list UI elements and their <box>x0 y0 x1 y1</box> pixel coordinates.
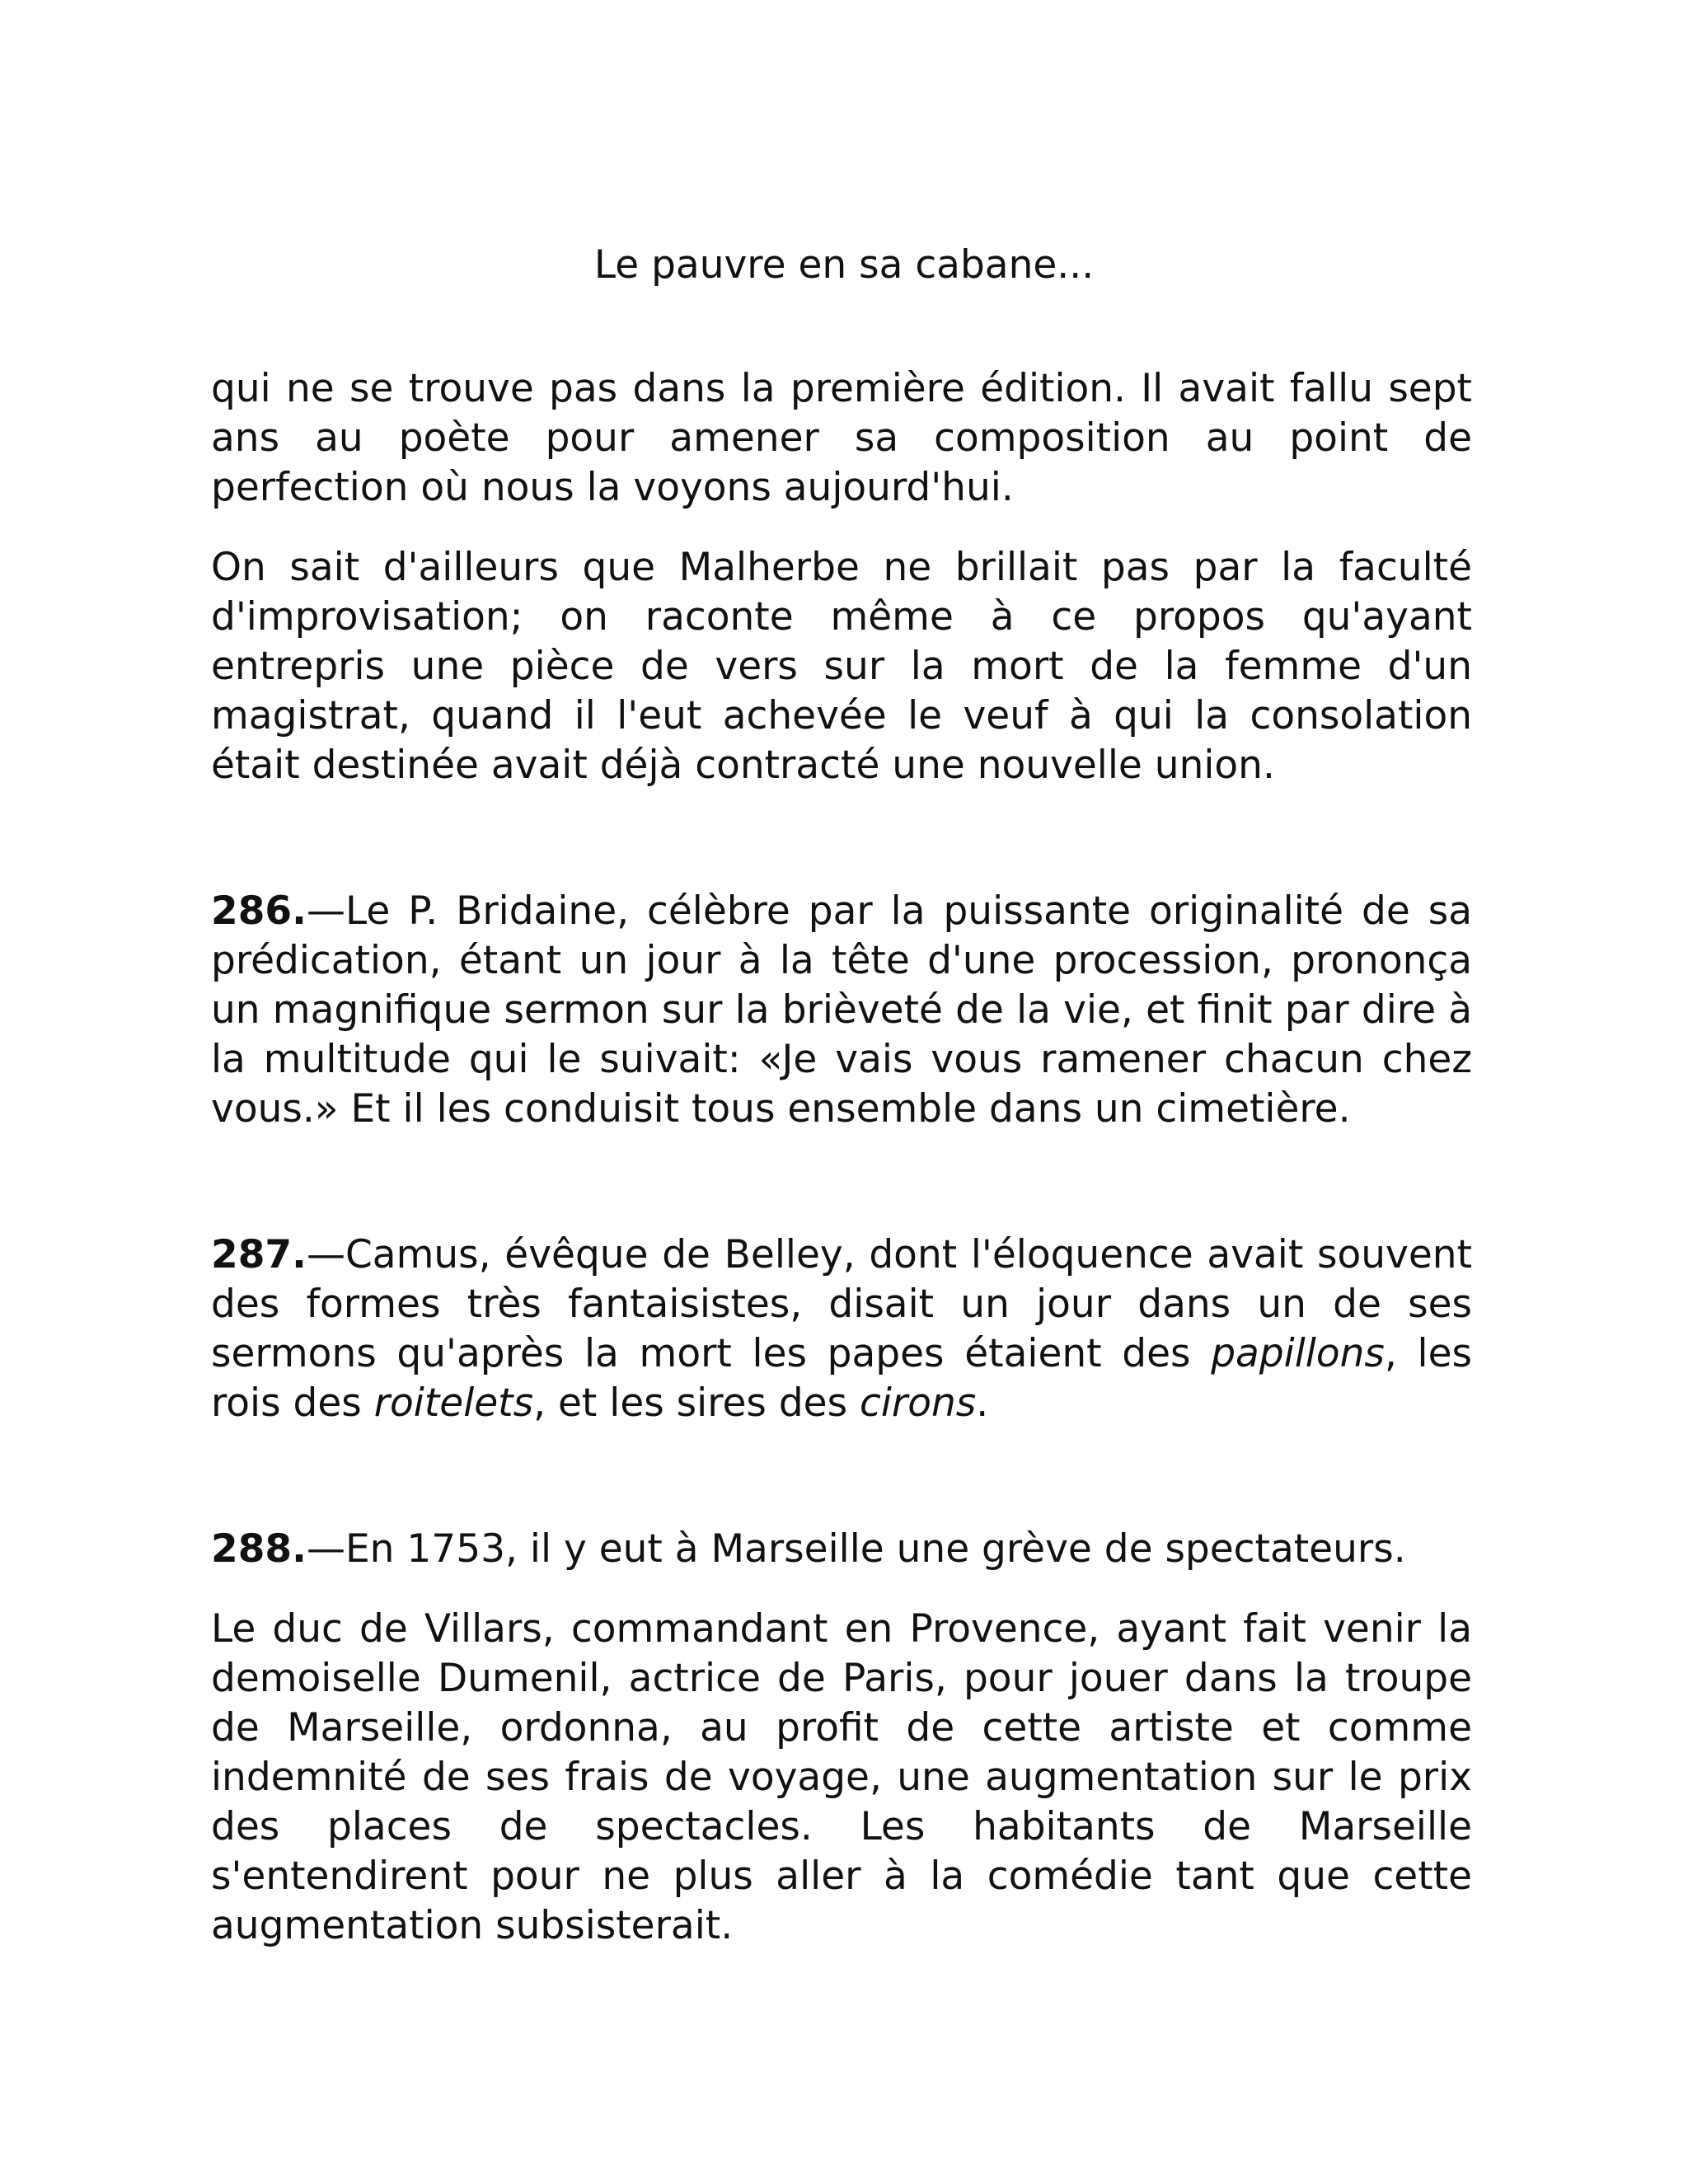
italic-roitelets: roitelets <box>373 1380 534 1426</box>
entry-number-288: 288. <box>211 1526 307 1572</box>
entry-text-287-part-3: , et les sires des <box>533 1380 860 1426</box>
entry-number-286: 286. <box>211 888 307 934</box>
entry-text-287-part-4: . <box>976 1380 989 1426</box>
italic-papillons: papillons <box>1211 1331 1385 1376</box>
text-block <box>211 364 1472 1951</box>
entry-number-287: 287. <box>211 1232 307 1277</box>
running-head: Le pauvre en sa cabane... <box>593 242 1095 288</box>
entry-text-288: —En 1753, il y eut à Marseille une grève de spectateurs. <box>306 1526 1406 1572</box>
entry-text-286: —Le P. Bridaine, célèbre par la puissante originalité de sa prédication, étant un jour à la tête d'une procession, prononça un magnifique sermon sur la brièveté de la vie, et finit par dire à la multitude qui le suivait: «Je vais vous ramener chacun chez vous.» Et il les conduisit tous ensemble dans un cimetière. <box>211 888 1472 1132</box>
entry-288 <box>211 1525 1472 1574</box>
paragraph-continuation: qui ne se trouve pas dans la première édition. Il avait fallu sept ans au poète pour amener sa composition au point de perfection où nous la voyons aujourd'hui. <box>211 366 1472 510</box>
entry-287 <box>211 1230 1472 1428</box>
paragraph-villars: Le duc de Villars, commandant en Provence, ayant fait venir la demoiselle Dumenil, actrice de Paris, pour jouer dans la troupe de Marseille, ordonna, au profit de cette artiste et comme indemnité de ses frais de voyage, une augmentation sur le prix des places de spectacles. Les habitants de Marseille s'entendirent pour ne plus aller à la comédie tant que cette augmentation subsisterait. <box>211 1606 1472 1948</box>
entry-286 <box>211 887 1472 1134</box>
entry-text-287-part-1: —Camus, évêque de Belley, dont l'éloquence avait souvent des formes très fantaisistes, disait un jour dans un de ses sermons qu'après la mort les papes étaient des <box>211 1232 1472 1376</box>
entry-text-287-part-2: , les rois des <box>211 1331 1472 1426</box>
italic-cirons: cirons <box>860 1380 977 1426</box>
paragraph-malherbe: On sait d'ailleurs que Malherbe ne brillait pas par la faculté d'improvisation; on raconte même à ce propos qu'ayant entrepris une pièce de vers sur la mort de la femme d'un magistrat, quand il l'eut achevée le veuf à qui la consolation était destinée avait déjà contracté une nouvelle union. <box>211 545 1472 788</box>
